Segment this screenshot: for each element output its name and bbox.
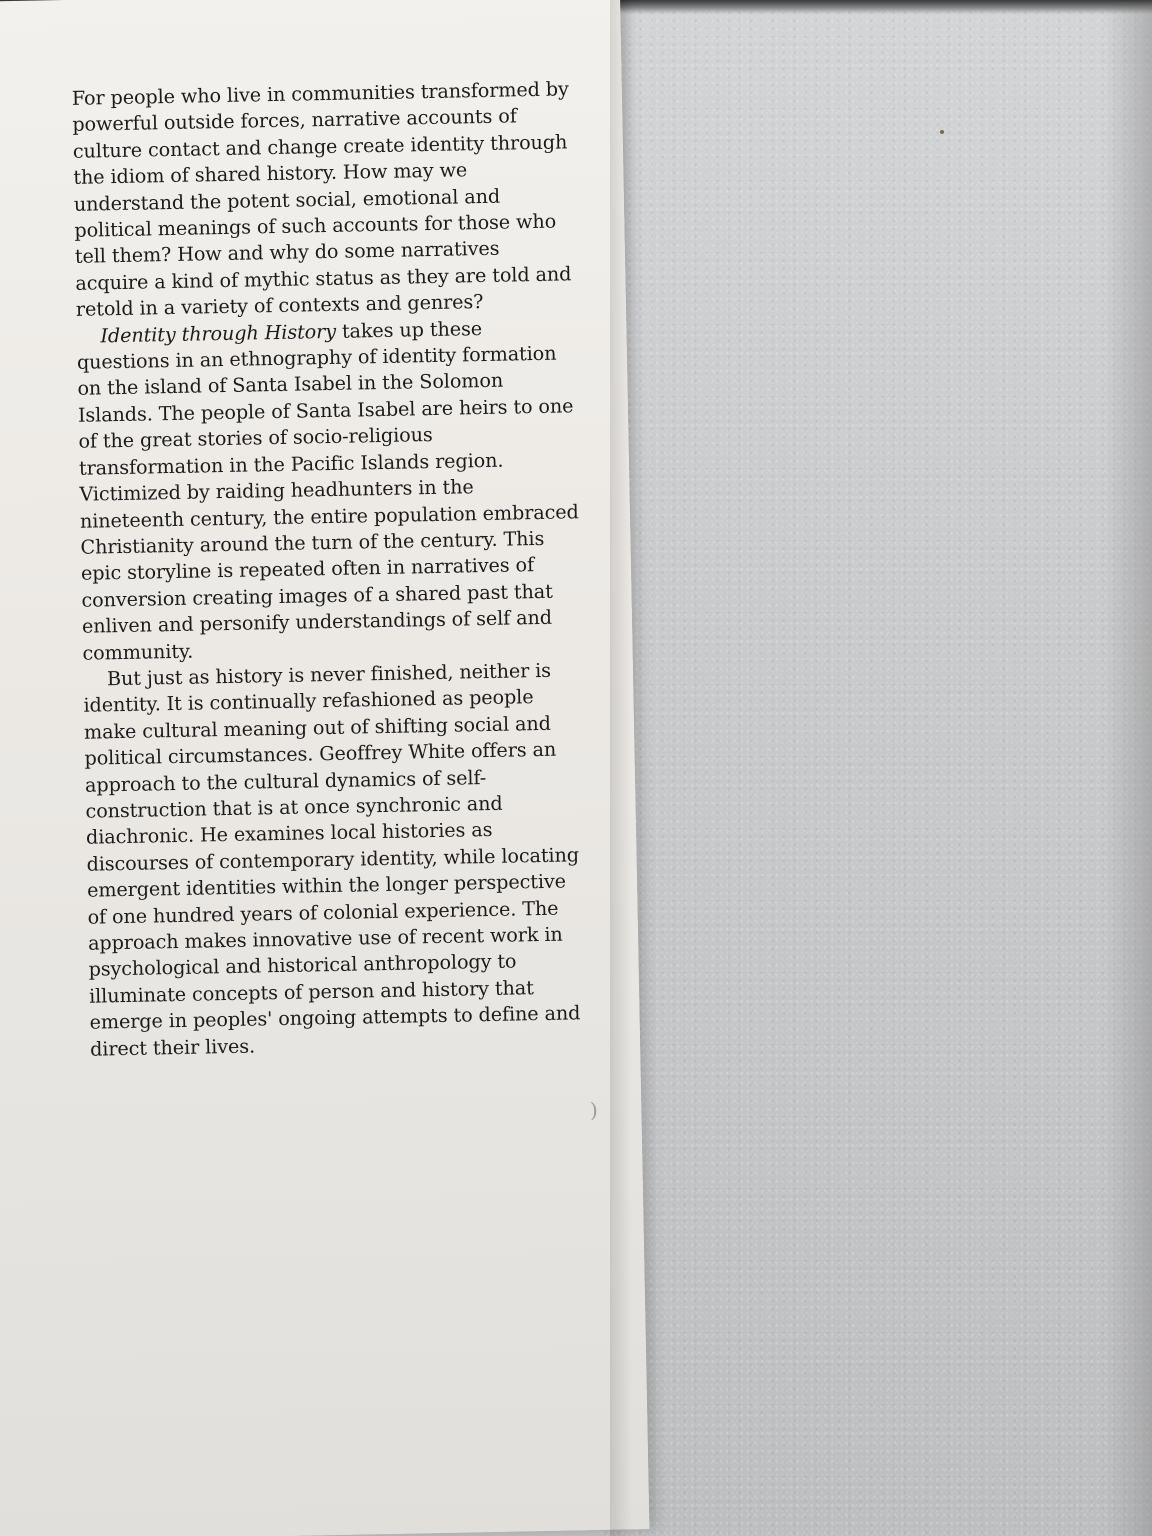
flap-paragraph-2 xyxy=(76,314,582,667)
textured-endpaper xyxy=(600,0,1152,1536)
flap-paragraph-1: For people who live in communities transformed by powerful outside forces, narrative accounts of culture contact and change create identity through the idiom of shared history. How may we understand the potent social, emotional and political meanings of such accounts for those who tell them? How and why do some narratives acquire a kind of mythic status as they are told and retold in a variety of contexts and genres? xyxy=(71,77,572,322)
dust-speck xyxy=(940,130,944,134)
stray-mark: ) xyxy=(589,1097,599,1123)
board-edge-shadow xyxy=(1104,0,1152,1536)
flap-paragraph-2-text: takes up these questions in an ethnography of identity formation on the island of Santa Isabel in the Solomon Islands. The people of Santa Isabel are heirs to one of the great stories of socio-religious transformation in the Pacific Islands region. Victimized by raiding headhunters in the nineteenth century, the entire population embraced Christianity around the turn of the century. This epic storyline is repeated often in narratives of conversion creating images of a shared past that enliven and personify understandings of self and community. xyxy=(76,316,579,665)
flap-edge-shadow xyxy=(610,0,632,1536)
book-title: Identity through History xyxy=(100,319,337,348)
flap-paragraph-3: But just as history is never finished, neither is identity. It is continually refashioned as people make cultural meaning out of shifting social and political circumstances. Geoffrey White offers an approach to the cultural dynamics of self-construction that is at once synchronic and diachronic. He examines local histories as discourses of contemporary identity, while locating emergent identities within the longer perspective of one hundred years of colonial experience. The approach makes innovative use of recent work in psychological and historical anthropology to illuminate concepts of person and history that emerge in peoples' ongoing attempts to define and direct their lives. xyxy=(83,658,581,1061)
flap-copy xyxy=(72,76,591,1062)
